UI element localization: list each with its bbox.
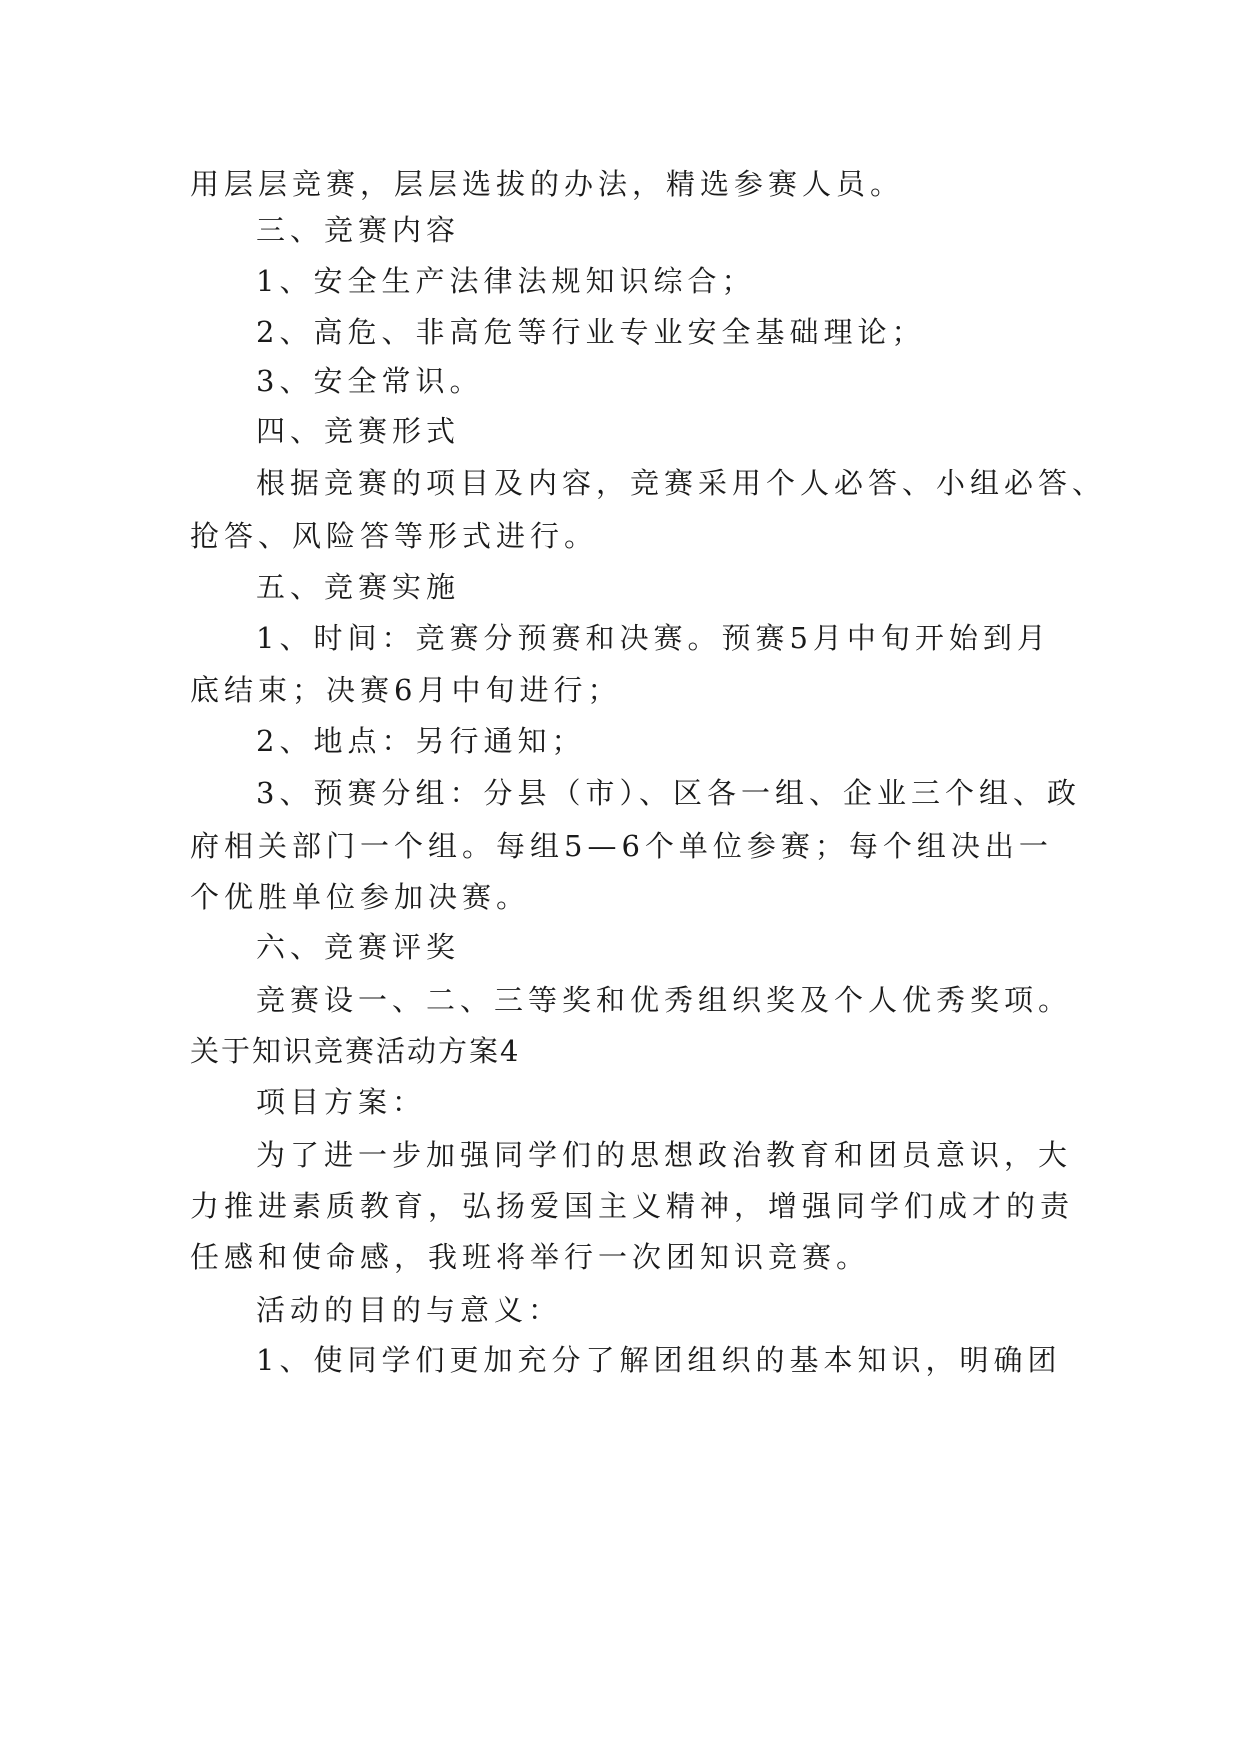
list-item: 1、安全生产法律法规知识综合； xyxy=(256,264,756,298)
paragraph-line: 府相关部门一个组。每组5—6个单位参赛；每个组决出一 xyxy=(190,829,1053,863)
paragraph-line: 个优胜单位参加决赛。 xyxy=(190,880,531,914)
paragraph-line: 为了进一步加强同学们的思想政治教育和团员意识，大 xyxy=(256,1138,1073,1172)
section-heading: 活动的目的与意义： xyxy=(256,1293,563,1327)
list-item: 3、安全常识。 xyxy=(256,364,484,398)
list-item: 1、时间：竞赛分预赛和决赛。预赛5月中旬开始到月 xyxy=(256,621,1051,655)
paragraph-line: 抢答、风险答等形式进行。 xyxy=(190,519,599,553)
list-item: 1、使同学们更加充分了解团组织的基本知识，明确团 xyxy=(256,1343,1062,1377)
list-item: 3、预赛分组：分县（市）、区各一组、企业三个组、政 xyxy=(256,776,1081,810)
paragraph-line: 任感和使命感，我班将举行一次团知识竞赛。 xyxy=(190,1240,871,1274)
document-title: 关于知识竞赛活动方案4 xyxy=(190,1034,521,1068)
section-heading: 项目方案： xyxy=(256,1085,427,1119)
section-heading: 三、竞赛内容 xyxy=(256,213,461,247)
list-item: 2、地点：另行通知； xyxy=(256,724,586,758)
paragraph-line: 底结束；决赛6月中旬进行； xyxy=(190,673,622,707)
list-item: 2、高危、非高危等行业专业安全基础理论； xyxy=(256,315,926,349)
paragraph-line: 用层层竞赛，层层选拔的办法，精选参赛人员。 xyxy=(190,167,905,201)
paragraph-line: 根据竞赛的项目及内容，竞赛采用个人必答、小组必答、 xyxy=(256,466,1107,500)
section-heading: 六、竞赛评奖 xyxy=(256,930,461,964)
paragraph-line: 竞赛设一、二、三等奖和优秀组织奖及个人优秀奖项。 xyxy=(256,983,1073,1017)
paragraph-line: 力推进素质教育，弘扬爱国主义精神，增强同学们成才的责 xyxy=(190,1189,1075,1223)
section-heading: 五、竞赛实施 xyxy=(256,570,461,604)
section-heading: 四、竞赛形式 xyxy=(256,414,461,448)
